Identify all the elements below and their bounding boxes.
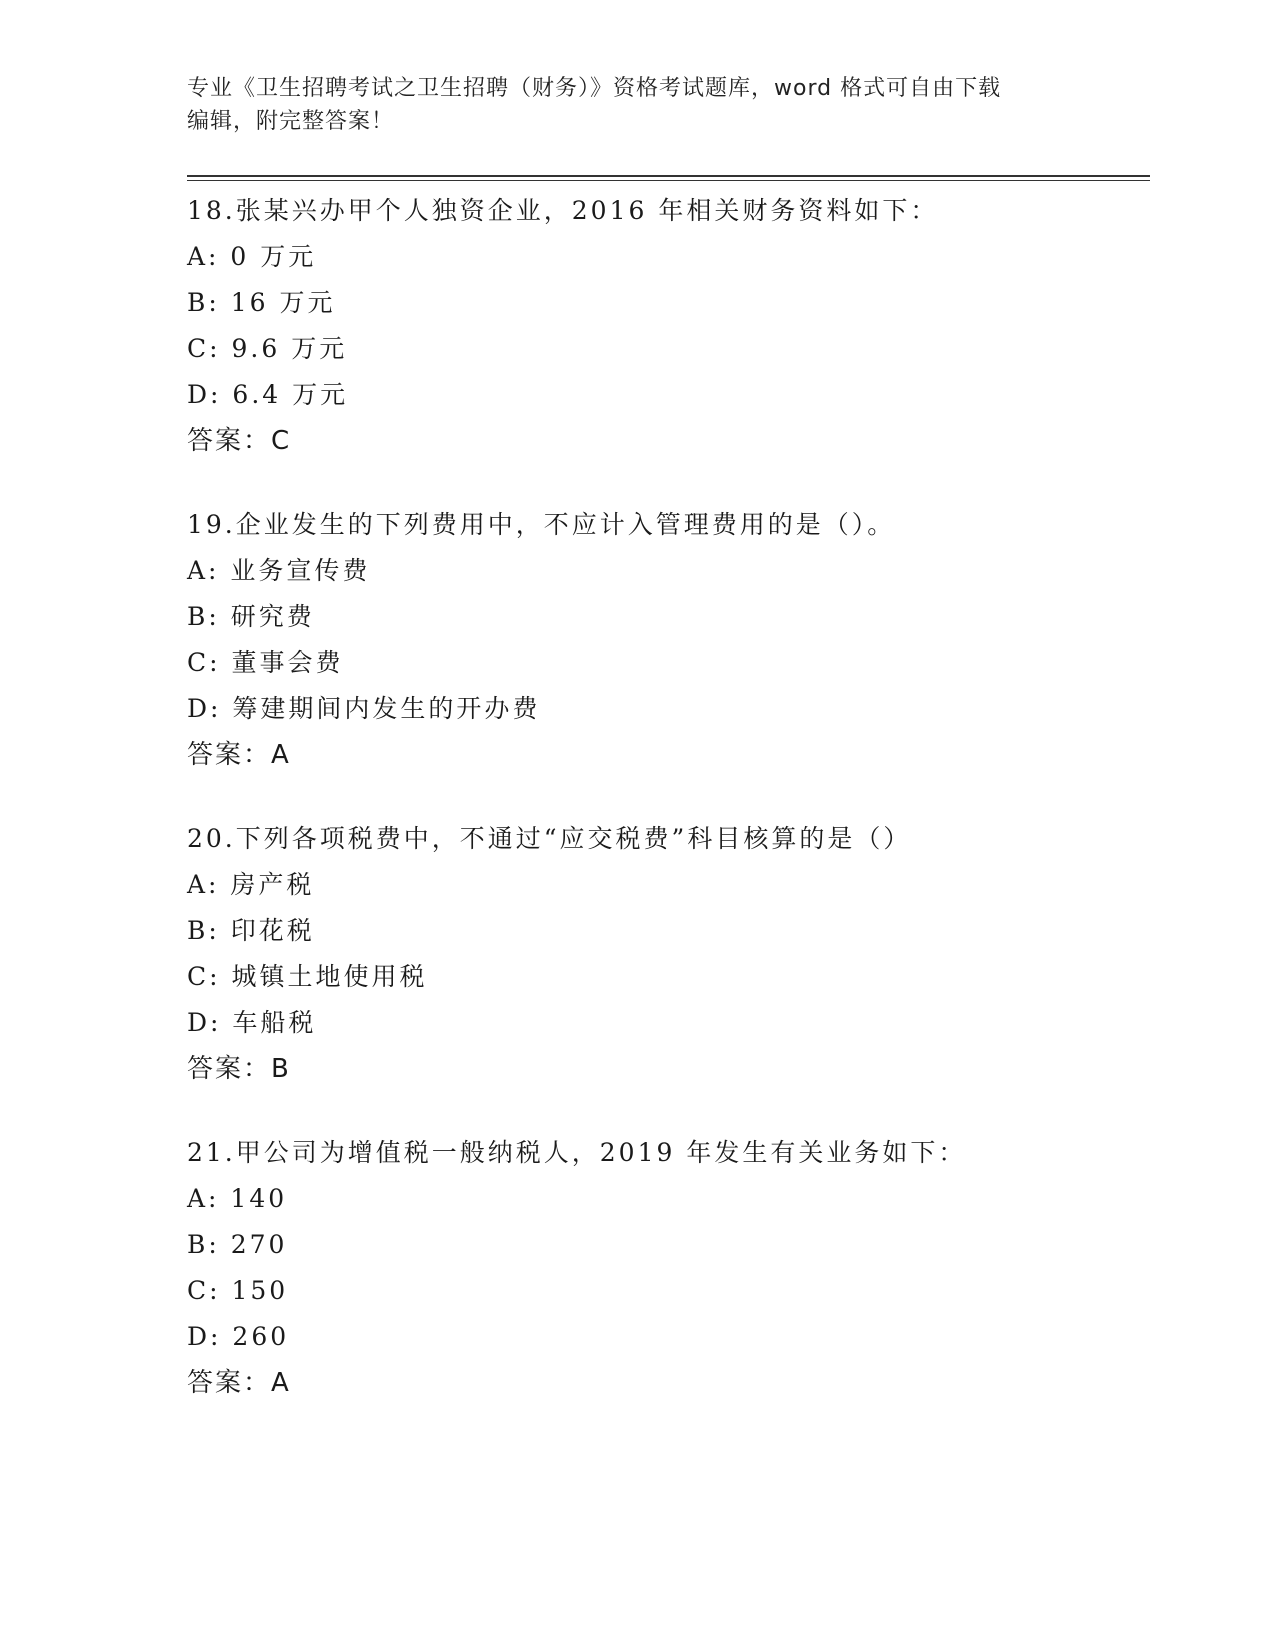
option-b: B: 印花税: [187, 916, 315, 945]
option-c: C: 150: [187, 1276, 289, 1305]
answer-key: 答案：A: [187, 740, 291, 770]
answer-key: 答案：A: [187, 1368, 291, 1398]
option-d: D: 260: [187, 1322, 290, 1351]
option-b: B: 16 万元: [187, 288, 336, 317]
question-20: [187, 816, 1147, 1092]
option-d: D: 车船税: [187, 1008, 317, 1037]
question-list: [187, 188, 1147, 1444]
page-header: [187, 72, 1087, 138]
option-c: C: 9.6 万元: [187, 334, 348, 363]
header-line-2: 编辑，附完整答案！: [187, 109, 395, 134]
question-stem: 19.企业发生的下列费用中，不应计入管理费用的是（）。: [187, 510, 896, 539]
option-b: B: 研究费: [187, 602, 315, 631]
option-a: A: 0 万元: [187, 242, 317, 271]
option-c: C: 城镇土地使用税: [187, 962, 428, 991]
question-19: [187, 502, 1147, 778]
question-18: [187, 188, 1147, 464]
question-stem: 18.张某兴办甲个人独资企业，2016 年相关财务资料如下：: [187, 196, 939, 225]
header-line-1: 专业《卫生招聘考试之卫生招聘（财务）》资格考试题库，word 格式可自由下载: [187, 76, 1002, 101]
question-21: [187, 1130, 1147, 1406]
option-a: A: 房产税: [187, 870, 315, 899]
answer-key: 答案：B: [187, 1054, 291, 1084]
header-divider: [187, 175, 1150, 181]
question-stem: 20.下列各项税费中，不通过“应交税费”科目核算的是（）: [187, 824, 912, 853]
option-d: D: 6.4 万元: [187, 380, 349, 409]
question-stem: 21.甲公司为增值税一般纳税人，2019 年发生有关业务如下：: [187, 1138, 967, 1167]
option-a: A: 140: [187, 1184, 288, 1213]
option-c: C: 董事会费: [187, 648, 344, 677]
option-a: A: 业务宣传费: [187, 556, 371, 585]
option-d: D: 筹建期间内发生的开办费: [187, 694, 541, 723]
answer-key: 答案：C: [187, 426, 292, 456]
option-b: B: 270: [187, 1230, 288, 1259]
